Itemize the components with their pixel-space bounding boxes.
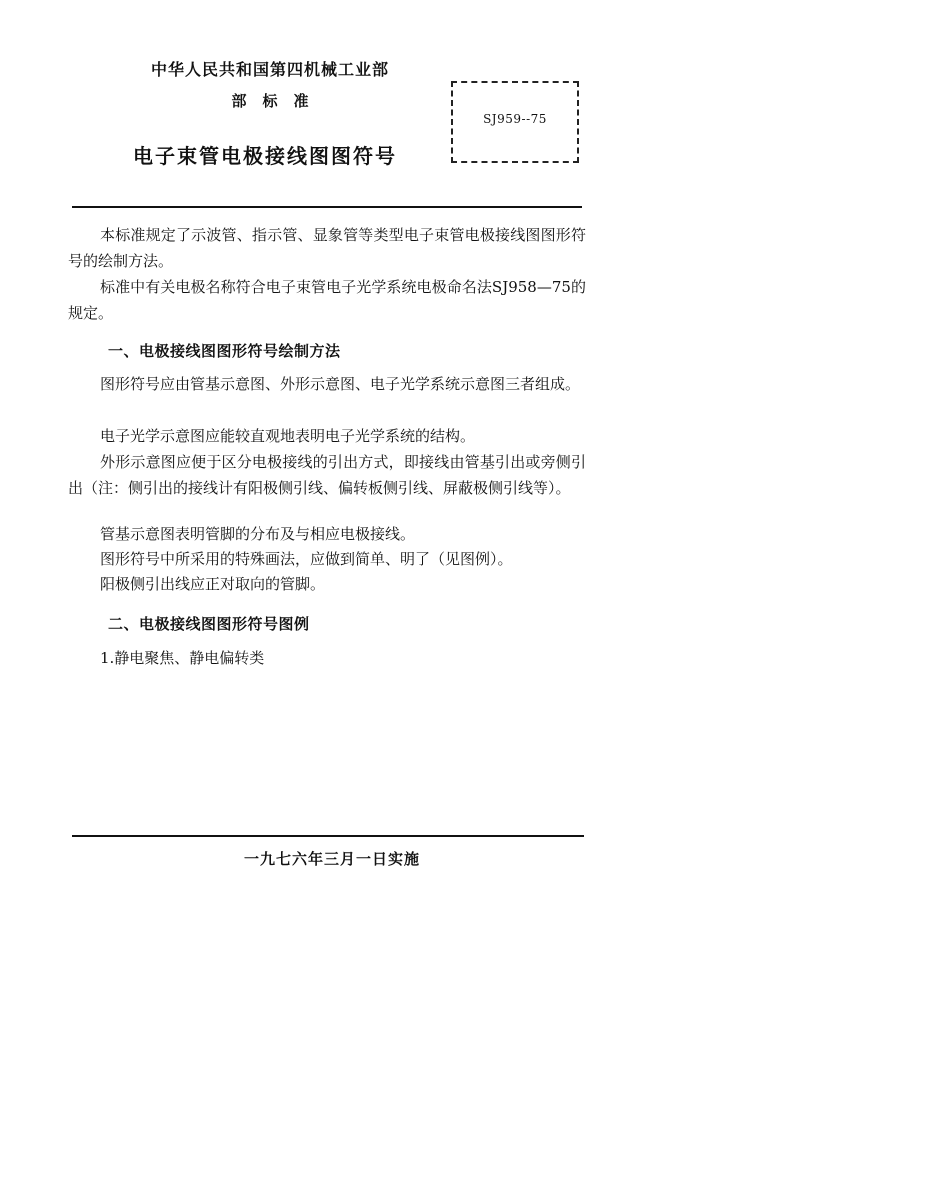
section-2-heading: 二、电极接线图图形符号图例 (108, 615, 310, 633)
ministry-name: 中华人民共和国第四机械工业部 (150, 60, 389, 79)
standard-code: SJ959--75 (483, 112, 547, 126)
section-1-paragraph-3: 外形示意图应便于区分电极接线的引出方式，即接线由管基引出或旁侧引出（注：侧引出的接线计有阳极侧引线、偏转板侧引线、屏蔽极侧引线等）。 (68, 453, 586, 497)
standard-code-box (451, 81, 579, 163)
section-1-paragraph-5: 图形符号中所采用的特殊画法，应做到简单、明了（见图例）。 (100, 550, 513, 568)
document-title: 电子束管电极接线图图符号 (133, 144, 397, 168)
section-1-paragraph-1: 图形符号应由管基示意图、外形示意图、电子光学系统示意图三者组成。 (100, 375, 581, 393)
standard-category: 部标准 (231, 92, 325, 110)
top-divider (72, 206, 582, 208)
section-2-item-1: 1.静电聚焦、静电偏转类 (100, 649, 265, 667)
intro-paragraph-2: 标准中有关电极名称符合电子束管电子光学系统电极命名法SJ958—75的规定。 (68, 278, 586, 322)
intro-paragraph-1: 本标准规定了示波管、指示管、显象管等类型电子束管电极接线图图形符号的绘制方法。 (68, 226, 586, 270)
bottom-divider (72, 835, 584, 837)
section-1-heading: 一、电极接线图图形符号绘制方法 (108, 342, 341, 360)
effective-date: 一九七六年三月一日实施 (243, 850, 420, 868)
section-1-paragraph-4: 管基示意图表明管脚的分布及与相应电极接线。 (100, 525, 416, 543)
section-1-paragraph-2: 电子光学示意图应能较直观地表明电子光学系统的结构。 (100, 427, 476, 445)
section-1-paragraph-6: 阳极侧引出线应正对取向的管脚。 (100, 575, 326, 593)
